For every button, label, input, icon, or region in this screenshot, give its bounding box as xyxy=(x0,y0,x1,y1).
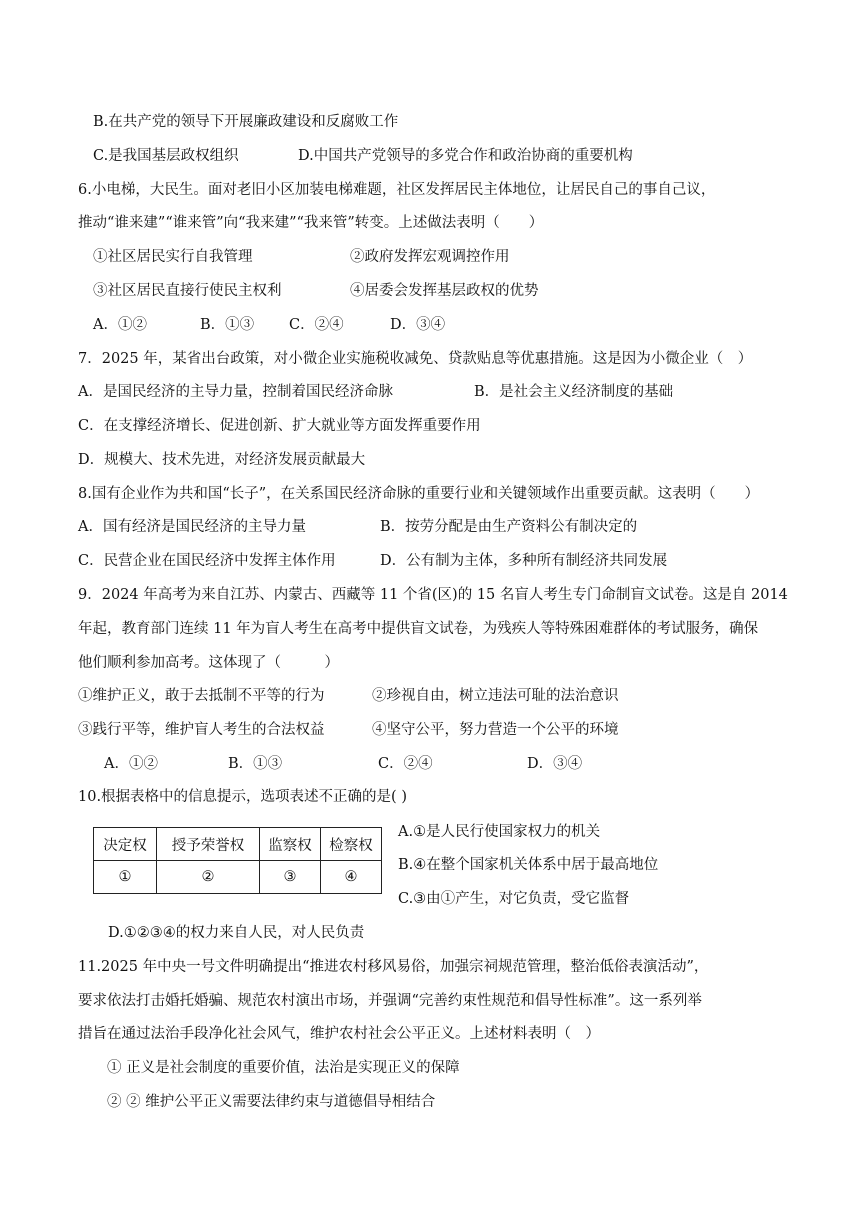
option-8d: D．公有制为主体，多种所有制经济共同发展 xyxy=(380,553,668,569)
table-header-cell: 决定权 xyxy=(94,828,157,861)
question-11-stem-line2: 要求依法打击婚托婚骗、规范农村演出市场，并强调“完善约束性规范和倡导性标准”。这一系列举 xyxy=(78,993,702,1009)
option-7c: C．在支撑经济增长、促进创新、扩大就业等方面发挥重要作用 xyxy=(78,418,481,434)
statement-11-2: ② ② 维护公平正义需要法律约束与道德倡导相结合 xyxy=(107,1094,436,1110)
option-5c: C.是我国基层政权组织 xyxy=(93,148,239,164)
table-cell: ① xyxy=(94,861,157,894)
option-9b: B．①③ xyxy=(228,756,283,772)
option-7b: B．是社会主义经济制度的基础 xyxy=(474,384,674,400)
statement-9-2: ②珍视自由，树立违法可耻的法治意识 xyxy=(372,688,619,704)
option-9d: D．③④ xyxy=(527,756,583,772)
option-10a: A.①是人民行使国家权力的机关 xyxy=(398,824,601,840)
question-7-stem: 7．2025 年，某省出台政策，对小微企业实施税收减免、贷款贴息等优惠措施。这是因为小微企业（ ） xyxy=(78,351,753,367)
statement-6-4: ④居委会发挥基层政权的优势 xyxy=(350,283,539,299)
option-10d: D.①②③④的权力来自人民，对人民负责 xyxy=(108,925,365,941)
question-9-stem-line2: 年起，教育部门连续 11 年为盲人考生在高考中提供盲文试卷，为残疾人等特殊困难群体的考试服务，确保 xyxy=(78,621,759,637)
table-row xyxy=(94,861,382,894)
power-table xyxy=(93,827,382,894)
table-cell: ③ xyxy=(260,861,321,894)
table-header-row xyxy=(94,828,382,861)
option-7a: A．是国民经济的主导力量，控制着国民经济命脉 xyxy=(78,384,393,400)
question-8-stem: 8.国有企业作为共和国“长子”，在关系国民经济命脉的重要行业和关键领域作出重要贡献。这表明（ ） xyxy=(78,486,760,502)
question-10-stem: 10.根据表格中的信息提示，选项表述不正确的是( ) xyxy=(78,789,407,805)
option-7d: D．规模大、技术先进，对经济发展贡献最大 xyxy=(78,452,366,468)
table-cell: ② xyxy=(157,861,260,894)
option-10c: C.③由①产生，对它负责，受它监督 xyxy=(398,891,630,907)
statement-11-1: ① 正义是社会制度的重要价值，法治是实现正义的保障 xyxy=(107,1060,460,1076)
option-10b: B.④在整个国家机关体系中居于最高地位 xyxy=(398,857,659,873)
table-header-cell: 授予荣誉权 xyxy=(157,828,260,861)
option-8a: A．国有经济是国民经济的主导力量 xyxy=(78,519,306,535)
question-9-stem-line3: 他们顺利参加高考。这体现了（ ） xyxy=(78,655,339,671)
statement-9-1: ①维护正义，敢于去抵制不平等的行为 xyxy=(78,688,325,704)
option-6c: C．②④ xyxy=(289,317,344,333)
table-cell: ④ xyxy=(321,861,382,894)
statement-6-1: ①社区居民实行自我管理 xyxy=(93,249,253,265)
statement-6-2: ②政府发挥宏观调控作用 xyxy=(350,249,510,265)
option-5b: B.在共产党的领导下开展廉政建设和反腐败工作 xyxy=(93,114,399,130)
table-header-cell: 检察权 xyxy=(321,828,382,861)
option-8b: B．按劳分配是由生产资料公有制决定的 xyxy=(380,519,638,535)
option-8c: C．民营企业在国民经济中发挥主体作用 xyxy=(78,553,336,569)
question-11-stem-line3: 措旨在通过法治手段净化社会风气，维护农村社会公平正义。上述材料表明（ ） xyxy=(78,1026,600,1042)
option-6a: A．①② xyxy=(93,317,147,333)
question-11-stem-line1: 11.2025 年中央一号文件明确提出“推进农村移风易俗，加强宗祠规范管理，整治低俗表演活动”， xyxy=(78,959,709,975)
question-6-stem-line2: 推动“谁来建”“谁来管”向“我来建”“我来管”转变。上述做法表明（ ） xyxy=(78,215,544,231)
statement-9-3: ③践行平等，维护盲人考生的合法权益 xyxy=(78,722,325,738)
option-9a: A．①② xyxy=(104,756,158,772)
option-9c: C．②④ xyxy=(378,756,433,772)
table-header-cell: 监察权 xyxy=(260,828,321,861)
statement-6-3: ③社区居民直接行使民主权利 xyxy=(93,283,282,299)
question-6-stem-line1: 6.小电梯，大民生。面对老旧小区加装电梯难题，社区发挥居民主体地位，让居民自己的事自己议， xyxy=(78,182,716,198)
statement-9-4: ④坚守公平，努力营造一个公平的环境 xyxy=(372,722,619,738)
option-6d: D．③④ xyxy=(390,317,446,333)
option-5d: D.中国共产党领导的多党合作和政治协商的重要机构 xyxy=(298,148,633,164)
option-6b: B．①③ xyxy=(200,317,255,333)
question-9-stem-line1: 9．2024 年高考为来自江苏、内蒙古、西藏等 11 个省(区)的 15 名盲人考生专门命制盲文试卷。这是自 2014 xyxy=(78,587,788,603)
